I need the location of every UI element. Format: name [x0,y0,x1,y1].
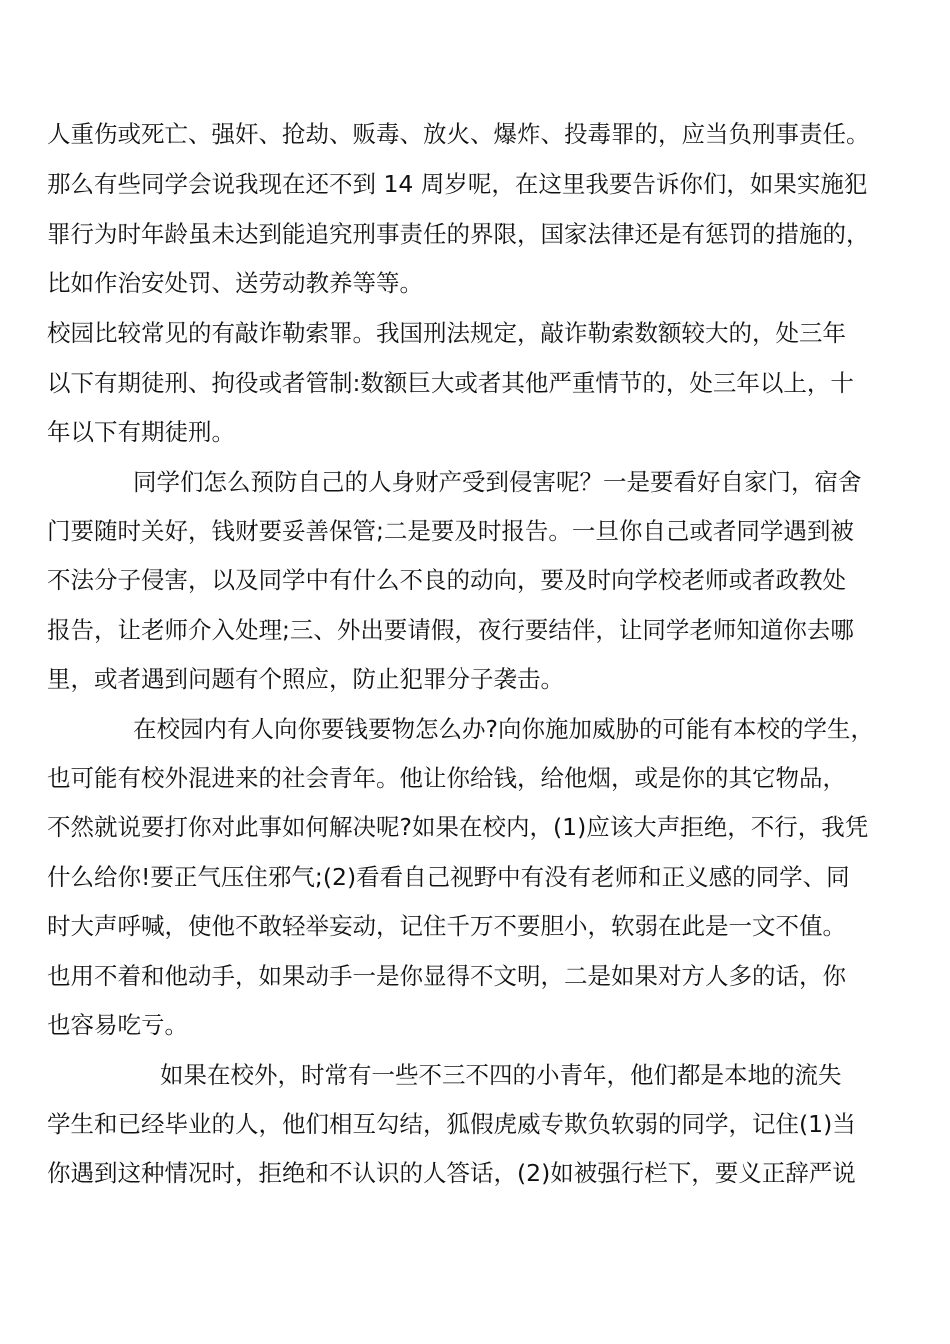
text-line: 里，或者遇到问题有个照应，防止犯罪分子袭击。 [47,665,564,693]
text-line: 不法分子侵害，以及同学中有什么不良的动向，要及时向学校老师或者政教处 [47,566,846,594]
text-line: 以下有期徒刑、拘役或者管制:数额巨大或者其他严重情节的，处三年以上，十 [47,369,854,397]
text-line: 罪行为时年龄虽未达到能追究刑事责任的界限，国家法律还是有惩罚的措施的， [47,220,870,248]
text-line: 你遇到这种情况时，拒绝和不认识的人答话，(2)如被强行栏下，要义正辞严说 [47,1159,856,1187]
text-line: 报告，让老师介入处理;三、外出要请假，夜行要结伴，让同学老师知道你去哪 [47,616,854,644]
paragraph-first-line: 在校园内有人向你要钱要物怎么办?向你施加威胁的可能有本校的学生， [133,715,874,743]
text-line: 校园比较常见的有敲诈勒索罪。我国刑法规定，敲诈勒索数额较大的，处三年 [47,319,846,347]
text-line: 什么给你!要正气压住邪气;(2)看看自己视野中有没有老师和正义感的同学、同 [47,863,850,891]
text-line: 年以下有期徒刑。 [47,418,235,446]
text-line: 不然就说要打你对此事如何解决呢?如果在校内，(1)应该大声拒绝，不行，我凭 [47,813,869,841]
text-line: 也用不着和他动手，如果动手一是你显得不文明，二是如果对方人多的话，你 [47,962,846,990]
paragraph-first-line: 如果在校外，时常有一些不三不四的小青年，他们都是本地的流失 [160,1061,842,1089]
text-line: 比如作治安处罚、送劳动教养等等。 [47,269,423,297]
text-line: 人重伤或死亡、强奸、抢劫、贩毒、放火、爆炸、投毒罪的，应当负刑事责任。 [47,120,870,148]
text-line: 学生和已经毕业的人，他们相互勾结，狐假虎威专欺负软弱的同学，记住(1)当 [47,1110,856,1138]
text-line: 门要随时关好，钱财要妥善保管;二是要及时报告。一旦你自己或者同学遇到被 [47,517,854,545]
paragraph-first-line: 同学们怎么预防自己的人身财产受到侵害呢？一是要看好自家门，宿舍 [133,468,862,496]
text-line: 那么有些同学会说我现在还不到 14 周岁呢，在这里我要告诉你们，如果实施犯 [47,170,868,198]
text-line: 时大声呼喊，使他不敢轻举妄动，记住千万不要胆小，软弱在此是一文不值。 [47,912,846,940]
text-line: 也可能有校外混进来的社会青年。他让你给钱，给他烟，或是你的其它物品， [47,764,846,792]
text-line: 也容易吃亏。 [47,1011,188,1039]
